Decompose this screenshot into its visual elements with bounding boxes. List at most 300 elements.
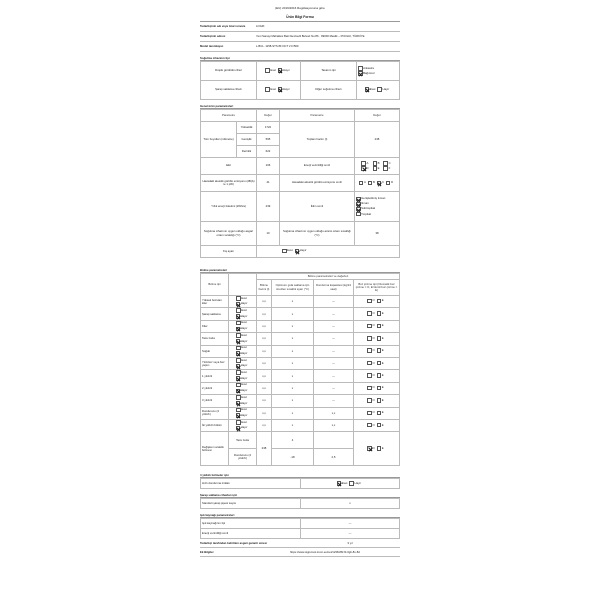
compartment-params-table (200, 273, 400, 466)
checkbox-label: Bağımsız (363, 70, 375, 75)
checkbox-option[interactable] (236, 376, 248, 381)
empty-box-icon[interactable] (367, 397, 375, 403)
table-row (201, 395, 400, 407)
checked-box-icon[interactable] (356, 197, 361, 202)
checkbox-option[interactable] (377, 423, 384, 428)
empty-box-icon[interactable] (236, 408, 241, 413)
checkbox-label: O (372, 397, 375, 402)
empty-box-icon[interactable] (377, 386, 382, 391)
checkbox-option[interactable] (358, 71, 375, 76)
empty-box-icon[interactable] (236, 395, 241, 400)
checkbox-option[interactable] (377, 336, 384, 341)
param-header: Parametre (201, 110, 257, 122)
compartment-defrost-options (354, 382, 400, 394)
checkbox-option[interactable] (295, 249, 307, 254)
table-row (201, 382, 400, 394)
empty-box-icon[interactable] (377, 87, 382, 92)
compartment-defrost-options (354, 358, 400, 370)
wine-bottles-value: x (301, 499, 400, 509)
appliance-type-options (257, 62, 301, 81)
checkbox-option[interactable] (236, 346, 247, 351)
compartment-type-label: 1 yıldızlı (201, 370, 229, 382)
regulation-reference: (EU) 2019/2016 Regülasyonuna göre (275, 6, 325, 10)
value-header: Değer (257, 110, 280, 122)
compartment-capacity: — (314, 358, 354, 370)
empty-box-icon[interactable] (383, 166, 388, 171)
compartment-temp: x (272, 345, 314, 357)
compartment-type-label: 3 yıldızlı (201, 395, 229, 407)
checked-box-icon[interactable] (337, 481, 342, 486)
checkbox-option[interactable] (377, 324, 384, 329)
checkbox-option[interactable] (236, 389, 248, 394)
empty-box-icon[interactable] (373, 161, 378, 166)
warranty-label: Tedarikçi tarafından belirtilen asgari garanti süresi (200, 540, 267, 545)
checkbox-label: A (364, 180, 366, 185)
compartment-defrost-options (354, 320, 400, 332)
checkbox-option[interactable] (236, 333, 247, 338)
empty-box-icon[interactable] (383, 161, 388, 166)
compartment-volume: x,x (257, 370, 272, 382)
empty-box-icon[interactable] (377, 446, 382, 451)
checkbox-option[interactable] (383, 166, 390, 171)
compartment-type-header: Bölme tipi (201, 274, 229, 296)
compartment-temp: x (272, 395, 314, 407)
empty-box-icon[interactable] (361, 160, 369, 166)
checkbox-option[interactable] (377, 348, 384, 353)
compartment-temp-header: Optimum gıda saklama için önerilen sıcaklık ayarı (°C) (272, 280, 314, 296)
checkbox-option[interactable] (367, 398, 374, 403)
variable-temp-freezer: -18 (272, 449, 314, 466)
appliance-type-heading: Soğutma cihazının tipi (200, 52, 400, 61)
checkbox-option[interactable] (367, 446, 374, 451)
checkbox-option[interactable] (377, 411, 384, 416)
checkbox-option[interactable] (367, 373, 374, 378)
checkbox-option[interactable] (373, 166, 380, 171)
checked-box-icon[interactable] (236, 302, 241, 307)
empty-box-icon[interactable] (265, 68, 270, 73)
checkbox-option[interactable] (367, 311, 374, 316)
compartment-volume-header: Bölme hacmi (l) (257, 280, 272, 296)
checked-box-icon[interactable] (236, 401, 241, 406)
checkbox-option[interactable] (367, 386, 374, 391)
checkbox-option[interactable] (356, 207, 375, 212)
empty-box-icon[interactable] (367, 323, 375, 329)
empty-box-icon[interactable] (367, 310, 375, 316)
compartment-volume: x,x (257, 320, 272, 332)
empty-box-icon[interactable] (236, 308, 241, 313)
light-source-heading: Işık kaynağı parametreleri (200, 509, 400, 518)
climate-class-label: İklim sınıfı (280, 192, 355, 222)
dim-width-label: Genişlik (237, 134, 257, 146)
compartment-capacity: — (314, 320, 354, 332)
supplier-address-label: Tedarikçinin adresi (200, 33, 226, 38)
checked-box-icon[interactable] (236, 351, 241, 356)
checked-box-icon[interactable] (356, 207, 361, 212)
checkbox-option[interactable] (236, 314, 248, 319)
empty-box-icon[interactable] (373, 166, 378, 171)
checkbox-label: E (381, 385, 384, 390)
empty-box-icon[interactable] (377, 423, 382, 428)
checkbox-label: Hayır (382, 86, 390, 91)
checkbox-option[interactable] (359, 181, 366, 186)
checkbox-option[interactable] (367, 299, 374, 304)
compartment-defrost-options (354, 296, 400, 308)
checkbox-option[interactable] (236, 302, 248, 307)
compartment-capacity-header: Dondurma kapasitesi (kg/24 saat) (314, 280, 354, 296)
compartment-present-options (229, 382, 257, 394)
checkbox-label: D (391, 180, 394, 185)
checkbox-label: Hayır (240, 375, 248, 380)
appliance-type-label: Tasarım tipi (301, 62, 357, 81)
checkbox-option[interactable] (236, 308, 247, 313)
checkbox-option[interactable] (368, 181, 375, 186)
checked-box-icon[interactable] (236, 376, 241, 381)
checkbox-option[interactable] (377, 299, 384, 304)
checkbox-label: Evet (241, 320, 247, 325)
checked-box-icon[interactable] (278, 68, 283, 73)
light-type-label: Işık kaynağının tipi (201, 519, 301, 529)
compartment-temp: x (272, 308, 314, 320)
empty-box-icon[interactable] (377, 373, 382, 378)
noise-class-options (355, 175, 400, 192)
checkbox-label: C (388, 160, 391, 165)
light-table (200, 518, 400, 539)
table-row (201, 370, 400, 382)
variable-sub-fresh: Taze Gıda (229, 432, 257, 449)
checkbox-option[interactable] (236, 408, 247, 413)
checked-box-icon[interactable] (358, 71, 363, 76)
checked-box-icon[interactable] (236, 364, 241, 369)
appliance-type-options (357, 81, 400, 100)
checkbox-option[interactable] (386, 181, 393, 186)
checkbox-label: E (381, 310, 384, 315)
checked-box-icon[interactable] (236, 389, 241, 394)
appliance-type-label: Düşük gürültülü cihaz (201, 62, 257, 81)
empty-box-icon[interactable] (386, 180, 394, 186)
model-identifier-value: L.BCL. 1158-STS 8F DCT 2 F/560 (256, 43, 299, 48)
checkbox-option[interactable] (236, 370, 247, 375)
checkbox-option[interactable] (356, 212, 371, 217)
checkbox-option[interactable] (278, 68, 290, 73)
empty-box-icon[interactable] (377, 336, 382, 341)
variable-capacity-empty (314, 432, 354, 449)
supplier-name-label: Tedarikçinin adı veya ticari unvanı (200, 23, 246, 28)
noise-value: 41 (257, 175, 280, 192)
value-header: Değer (355, 110, 400, 122)
checkbox-option[interactable] (278, 87, 290, 92)
table-row (201, 320, 400, 332)
checkbox-label: Hayır (354, 480, 362, 485)
four-star-heading: 4 yıldızlı bölmeler için (200, 469, 400, 478)
checkbox-label: Ankastre (363, 65, 375, 70)
empty-box-icon[interactable] (359, 181, 364, 186)
checkbox-label: E (381, 348, 384, 353)
supplier-name-row (200, 22, 400, 32)
empty-box-icon[interactable] (377, 299, 382, 304)
checkbox-label: Hayır (283, 86, 290, 91)
compartment-capacity: x,x (314, 420, 354, 432)
model-identifier-row (200, 42, 400, 52)
checkbox-option[interactable] (377, 87, 389, 92)
checkbox-label: O (372, 385, 375, 390)
product-information-sheet (200, 4, 400, 557)
checkbox-label: Evet (369, 86, 376, 91)
checkbox-label: Evet (341, 480, 348, 485)
checked-box-icon[interactable] (361, 166, 369, 171)
checked-box-icon[interactable] (365, 87, 370, 92)
min-temp-label: Soğutma cihazının uygun olduğu asgari ortam sıcaklığı (°C) (201, 222, 257, 246)
compartment-temp: x (272, 358, 314, 370)
annual-energy-value: 239 (257, 192, 280, 222)
empty-box-icon[interactable] (236, 346, 241, 351)
empty-box-icon[interactable] (356, 212, 361, 217)
empty-box-icon[interactable] (377, 398, 382, 403)
compartment-volume: x,x (257, 407, 272, 419)
checkbox-label: Evet (241, 345, 247, 350)
checkbox-label: Hayır (240, 363, 248, 368)
empty-box-icon[interactable] (367, 410, 375, 416)
compartment-defrost-options (354, 345, 400, 357)
empty-box-icon[interactable] (377, 361, 382, 366)
page-title: Ürün Bilgi Formu (200, 13, 400, 22)
checkbox-label: D (366, 166, 369, 171)
empty-box-icon[interactable] (236, 358, 241, 363)
checkbox-option[interactable] (373, 161, 380, 166)
energy-class-label: Enerji verimliliği sınıfı (280, 158, 355, 175)
checkbox-label: Evet (241, 357, 247, 362)
checkbox-label: Hayır (240, 413, 248, 417)
checkbox-option[interactable] (367, 411, 374, 416)
checkbox-label: Hayır (283, 67, 290, 72)
empty-box-icon[interactable] (349, 481, 354, 486)
compartment-volume: x,x (257, 333, 272, 345)
appliance-type-options (257, 81, 301, 100)
checkbox-label: Evet (241, 407, 247, 412)
empty-box-icon[interactable] (377, 411, 382, 416)
checkbox-label: O (372, 298, 375, 303)
checked-box-icon[interactable] (236, 413, 241, 418)
variable-sub-freezer: Dondurucu (4 yıldızlı) (229, 449, 257, 466)
compartment-params-heading: Bölme parametreleri (200, 264, 400, 273)
checkbox-option[interactable] (265, 68, 276, 73)
compartment-temp: x (272, 407, 314, 419)
empty-box-icon[interactable] (367, 385, 375, 391)
wine-storage-heading: Şarap saklama cihazları için (200, 489, 400, 498)
compartment-type-label: Dondurucu (4 yıldızlı) (201, 407, 229, 419)
climate-class-options (355, 192, 400, 222)
checkbox-option[interactable] (367, 348, 374, 353)
noise-label: Havadaki akustik gürültü emisyonu (dB(A) re 1 pW) (201, 175, 257, 192)
compartment-defrost-options (354, 407, 400, 419)
empty-box-icon[interactable] (377, 348, 382, 353)
checkbox-option[interactable] (377, 361, 384, 366)
appliance-type-table (200, 61, 400, 100)
checkbox-option[interactable] (236, 296, 247, 301)
param-header: Parametre (280, 110, 355, 122)
empty-box-icon[interactable] (367, 372, 375, 378)
checkbox-option[interactable] (356, 197, 385, 202)
checkbox-option[interactable] (236, 339, 248, 344)
compartment-temp: x (272, 296, 314, 308)
compartment-present-options (229, 296, 257, 308)
compartment-volume: x,x (257, 382, 272, 394)
compartment-temp: x (272, 382, 314, 394)
checked-box-icon[interactable] (236, 339, 241, 344)
table-row (201, 358, 400, 370)
compartment-defrost-options (354, 308, 400, 320)
checkbox-option[interactable] (236, 395, 247, 400)
wine-table (200, 498, 400, 509)
checkbox-option[interactable] (377, 311, 384, 316)
dim-depth-value: 622 (257, 146, 280, 158)
empty-box-icon[interactable] (368, 181, 373, 186)
dimensions-label: Tüm boyutlar (milimetre) (201, 122, 237, 158)
checkbox-label: E (377, 166, 380, 171)
checkbox-option[interactable] (282, 249, 293, 254)
checkbox-option[interactable] (337, 481, 348, 486)
checkbox-option[interactable] (377, 373, 384, 378)
checked-box-icon[interactable] (367, 445, 375, 451)
table-row (201, 420, 400, 432)
checkbox-label: O (372, 410, 375, 415)
empty-box-icon[interactable] (367, 360, 375, 366)
dim-height-label: Yükseklik (237, 122, 257, 134)
empty-box-icon[interactable] (236, 296, 241, 301)
checkbox-option[interactable] (377, 446, 384, 451)
checkbox-option[interactable] (377, 386, 384, 391)
compartment-present-header (229, 274, 257, 296)
compartment-present-options (229, 420, 257, 432)
compartment-capacity: — (314, 382, 354, 394)
checkbox-option[interactable] (367, 361, 374, 366)
checkbox-label: Subtropikal (361, 206, 376, 211)
empty-box-icon[interactable] (377, 324, 382, 329)
supplier-name-value: LOGIK (256, 23, 265, 28)
compartment-present-options (229, 320, 257, 332)
table-row (201, 308, 400, 320)
checkbox-option[interactable] (236, 426, 248, 431)
empty-box-icon[interactable] (236, 383, 241, 388)
checked-box-icon[interactable] (236, 327, 241, 332)
checkbox-label: Hayır (240, 425, 248, 430)
checkbox-label: O (372, 360, 375, 365)
compartment-type-label: Yüksek bozulan kiler (201, 296, 229, 308)
checkbox-option[interactable] (367, 324, 374, 329)
table-row (201, 296, 400, 308)
table-row (201, 407, 400, 419)
checkbox-option[interactable] (377, 398, 384, 403)
checkbox-option[interactable] (236, 364, 248, 369)
checked-box-icon[interactable] (356, 202, 361, 207)
table-row (201, 333, 400, 345)
compartment-group-header: Bölme parametreleri ve değerleri (257, 274, 400, 280)
checkbox-option[interactable] (383, 161, 390, 166)
general-params-heading: Genel ürün parametreleri (200, 100, 400, 109)
checkbox-option[interactable] (236, 351, 248, 356)
empty-box-icon[interactable] (265, 87, 270, 92)
checkbox-option[interactable] (361, 166, 368, 171)
checkbox-label: Hayır (240, 400, 248, 405)
warranty-value: 3 yıl (347, 540, 353, 545)
empty-box-icon[interactable] (236, 370, 241, 375)
checkbox-label: E (381, 298, 384, 303)
empty-box-icon[interactable] (367, 298, 375, 304)
checkbox-option[interactable] (365, 87, 376, 92)
checked-box-icon[interactable] (295, 249, 300, 254)
total-volume-value: 238 (355, 122, 400, 158)
compartment-defrost-options (354, 370, 400, 382)
checkbox-option[interactable] (367, 336, 374, 341)
empty-box-icon[interactable] (282, 249, 287, 254)
checkbox-option[interactable] (265, 87, 276, 92)
fast-freeze-options (301, 479, 400, 489)
checkbox-option[interactable] (236, 358, 247, 363)
general-params-table (200, 109, 400, 258)
compartment-defrost-header: Buz çözme tipi (Otomatik buz çözme = O, El ilemli buz çözme = E) (354, 280, 400, 296)
checkbox-option[interactable] (361, 161, 368, 166)
checked-box-icon[interactable] (236, 314, 241, 319)
dim-width-value: 595 (257, 134, 280, 146)
checked-box-icon[interactable] (236, 426, 241, 431)
checkbox-label: Evet (241, 332, 247, 337)
checkbox-label: E (381, 422, 384, 427)
checkbox-label: Hayır (240, 338, 248, 343)
checkbox-option[interactable] (236, 413, 248, 418)
checked-box-icon[interactable] (278, 87, 283, 92)
checkbox-label: C (381, 180, 384, 185)
checkbox-label: Evet (241, 419, 247, 424)
compartment-type-label: Şarap saklama (201, 308, 229, 320)
checkbox-option[interactable] (377, 181, 384, 186)
empty-box-icon[interactable] (367, 335, 375, 341)
compartment-type-label: Soğuk (201, 345, 229, 357)
checkbox-option[interactable] (349, 481, 361, 486)
light-type-value: — (301, 519, 400, 529)
variable-temp-fresh: 4 (272, 432, 314, 449)
checkbox-label: O (372, 422, 375, 427)
compartment-temp: x (272, 420, 314, 432)
checked-box-icon[interactable] (377, 181, 382, 186)
appliance-type-options (357, 62, 400, 81)
checkbox-label: O (372, 323, 375, 328)
checkbox-option[interactable] (236, 327, 248, 332)
compartment-present-options (229, 370, 257, 382)
empty-box-icon[interactable] (367, 422, 375, 428)
checkbox-label: Hayır (240, 326, 248, 331)
checkbox-option[interactable] (236, 383, 247, 388)
empty-box-icon[interactable] (377, 311, 382, 316)
noise-class-label: Havadaki akustik gürültü emisyonu sınıfı (280, 175, 355, 192)
empty-box-icon[interactable] (358, 66, 363, 71)
checkbox-label: Tropikal (361, 211, 371, 216)
annual-energy-label: Yıllık enerji tüketimi (kWh/a) (201, 192, 257, 222)
min-temp-value: 10 (257, 222, 280, 246)
extra-info-link[interactable]: https://www.signcrest.incor.eu/net/1238-88/-fil-0gb-8v-8d (290, 549, 360, 554)
supplier-address-value: Yeni Sanayi Mahallesi Bati Devriselli Bulvari No:86 · 99000 Maslik – POOHU, TÜRKİYE (256, 33, 365, 38)
checkbox-option[interactable] (236, 420, 247, 425)
empty-box-icon[interactable] (367, 348, 375, 353)
empty-box-icon[interactable] (236, 420, 241, 425)
compartment-volume: x,x (257, 395, 272, 407)
checkbox-label: Evet (287, 248, 293, 253)
checkbox-label: E (381, 410, 384, 415)
empty-box-icon[interactable] (236, 321, 241, 326)
compartment-capacity: — (314, 296, 354, 308)
checkbox-option[interactable] (236, 321, 247, 326)
checkbox-option[interactable] (367, 423, 374, 428)
empty-box-icon[interactable] (236, 333, 241, 338)
checkbox-option[interactable] (236, 401, 248, 406)
